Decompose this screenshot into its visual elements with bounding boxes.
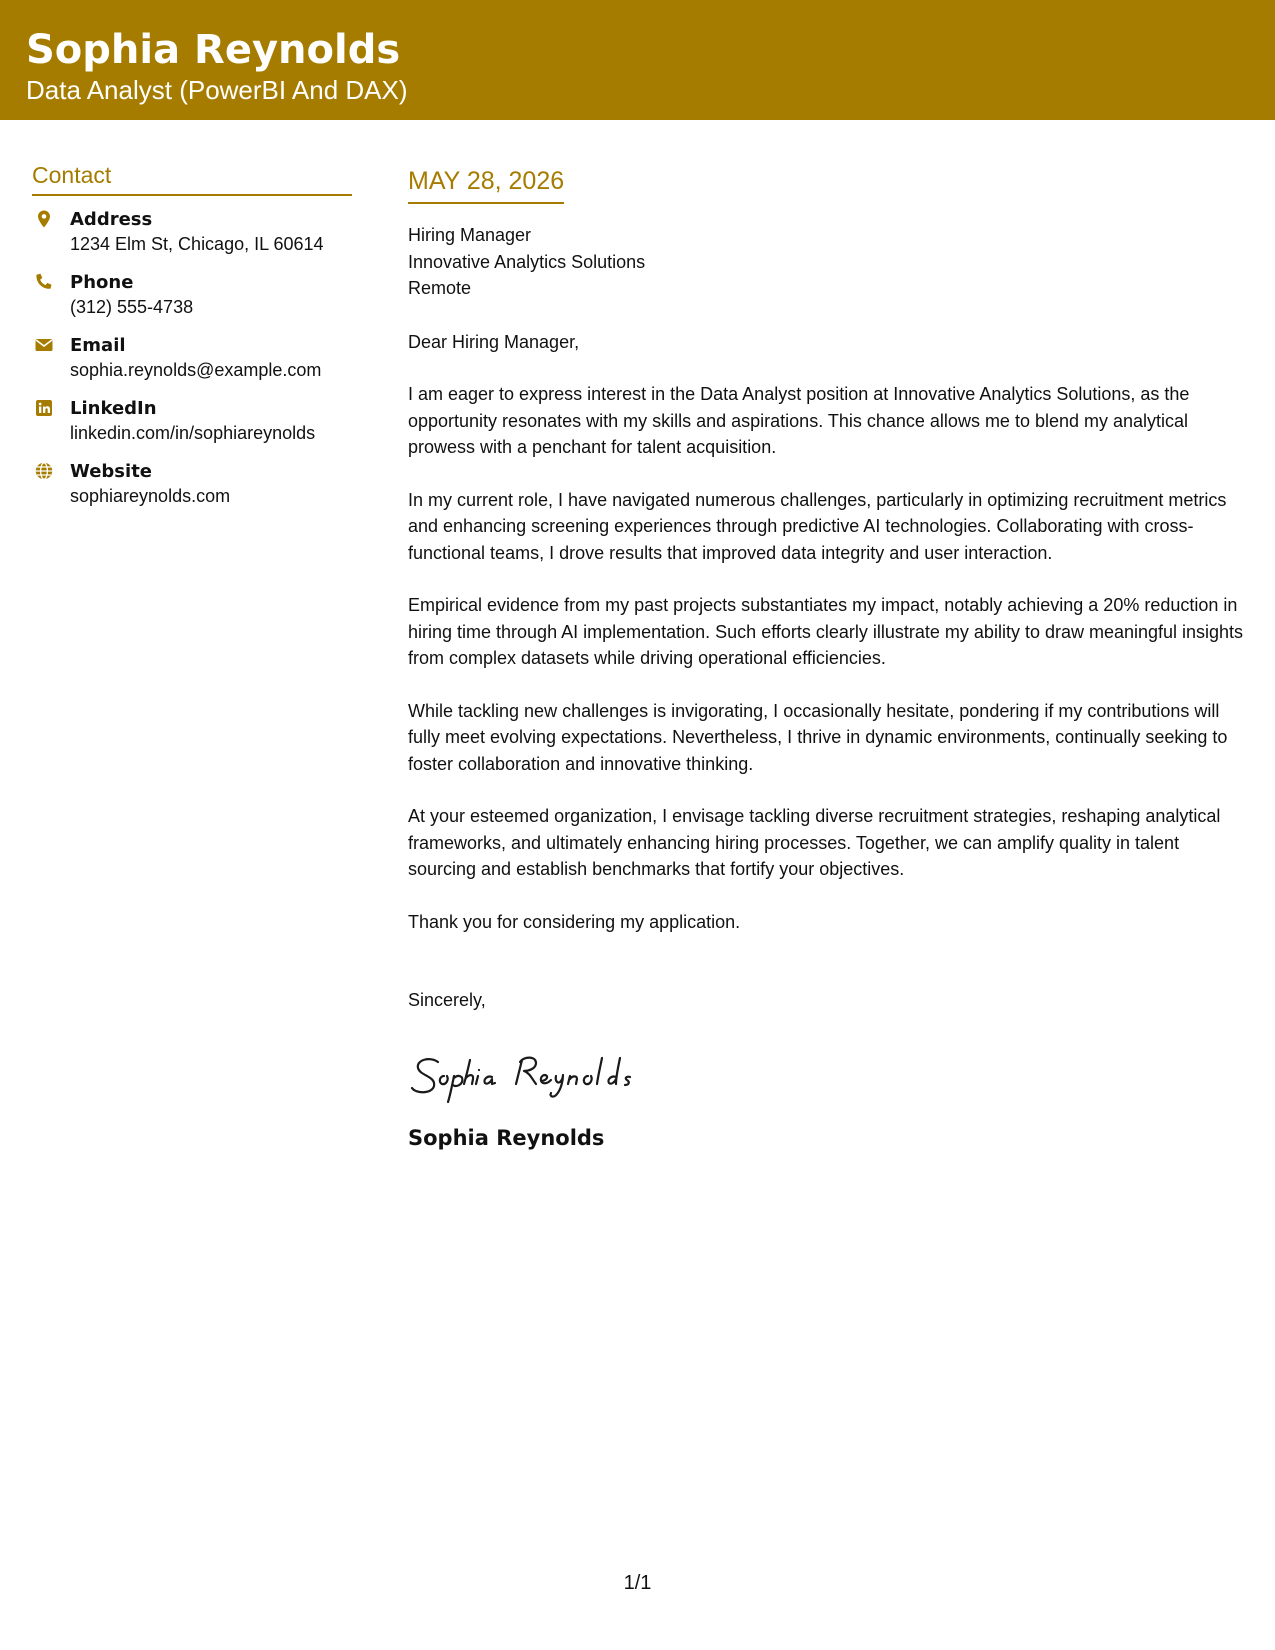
phone-icon	[34, 272, 54, 292]
letter-paragraph: Thank you for considering my application.	[408, 911, 741, 932]
closing: Sincerely,	[408, 990, 486, 1010]
letter-paragraph: At your esteemed organization, I envisage tackling diverse recruitment strategies, reshaping analytical frameworks, and ultimately enhancing hiring processes. Together, we can amplify quality in talent sourcing and establish benchmarks that fortify your objectives.	[408, 806, 1221, 879]
contact-label: Phone	[70, 272, 134, 293]
letter-paragraph: I am eager to express interest in the Data Analyst position at Innovative Analytics Solutions, as the opportunity resonates with my skills and aspirations. This chance allows me to blend my analytical prowess with a penchant for talent acquisition.	[408, 384, 1190, 457]
envelope-icon	[34, 335, 54, 355]
contact-item-email	[32, 334, 352, 397]
signer-name: Sophia Reynolds	[408, 1125, 605, 1150]
recipient-line: Innovative Analytics Solutions	[408, 251, 646, 272]
linkedin-value: linkedin.com/in/sophiareynolds	[70, 423, 316, 443]
contact-label: LinkedIn	[70, 398, 157, 419]
contact-item-linkedin	[32, 397, 352, 460]
contact-sidebar	[32, 160, 352, 523]
contact-section-title: Contact	[32, 160, 352, 196]
header-banner	[0, 0, 1275, 120]
contact-item-website	[32, 460, 352, 523]
letter-paragraph: Empirical evidence from my past projects substantiates my impact, notably achieving a 20% reduction in hiring time through AI implementation. Such efforts clearly illustrate my ability to draw meaningful insights from complex datasets while driving operational efficiencies.	[408, 595, 1244, 668]
letter-paragraph: While tackling new challenges is invigorating, I occasionally hesitate, pondering if my contributions will fully meet evolving expectations. Nevertheless, I thrive in dynamic environments, continually seeking to foster collaboration and innovative thinking.	[408, 700, 1228, 774]
candidate-name: Sophia Reynolds	[26, 27, 401, 73]
linkedin-icon	[34, 398, 54, 418]
email-value: sophia.reynolds@example.com	[70, 360, 322, 380]
greeting: Dear Hiring Manager,	[408, 331, 580, 352]
phone-value: (312) 555-4738	[70, 297, 194, 317]
page-number: 1/1	[623, 1572, 652, 1594]
letter-paragraph: In my current role, I have navigated numerous challenges, particularly in optimizing recruitment metrics and enhancing screening experiences through predictive AI technologies. Collaborating with cross-functional teams, I drove results that improved data integrity and user interaction.	[408, 489, 1227, 563]
map-pin-icon	[34, 209, 54, 229]
address-value: 1234 Elm St, Chicago, IL 60614	[70, 234, 324, 254]
recipient-block	[408, 222, 1248, 302]
recipient-line: Remote	[408, 278, 472, 298]
contact-item-address	[32, 208, 352, 271]
website-value: sophiareynolds.com	[70, 486, 231, 506]
contact-item-phone	[32, 271, 352, 334]
letter-body	[408, 164, 1248, 1152]
candidate-title: Data Analyst (PowerBI And DAX)	[26, 75, 408, 105]
contact-list	[32, 208, 352, 523]
recipient-line: Hiring Manager	[408, 225, 532, 245]
handwritten-signature	[408, 1040, 668, 1108]
contact-label: Address	[70, 209, 153, 230]
letter-date: MAY 28, 2026	[408, 164, 564, 204]
globe-icon	[34, 461, 54, 481]
contact-label: Website	[70, 461, 153, 482]
contact-label: Email	[70, 335, 126, 356]
